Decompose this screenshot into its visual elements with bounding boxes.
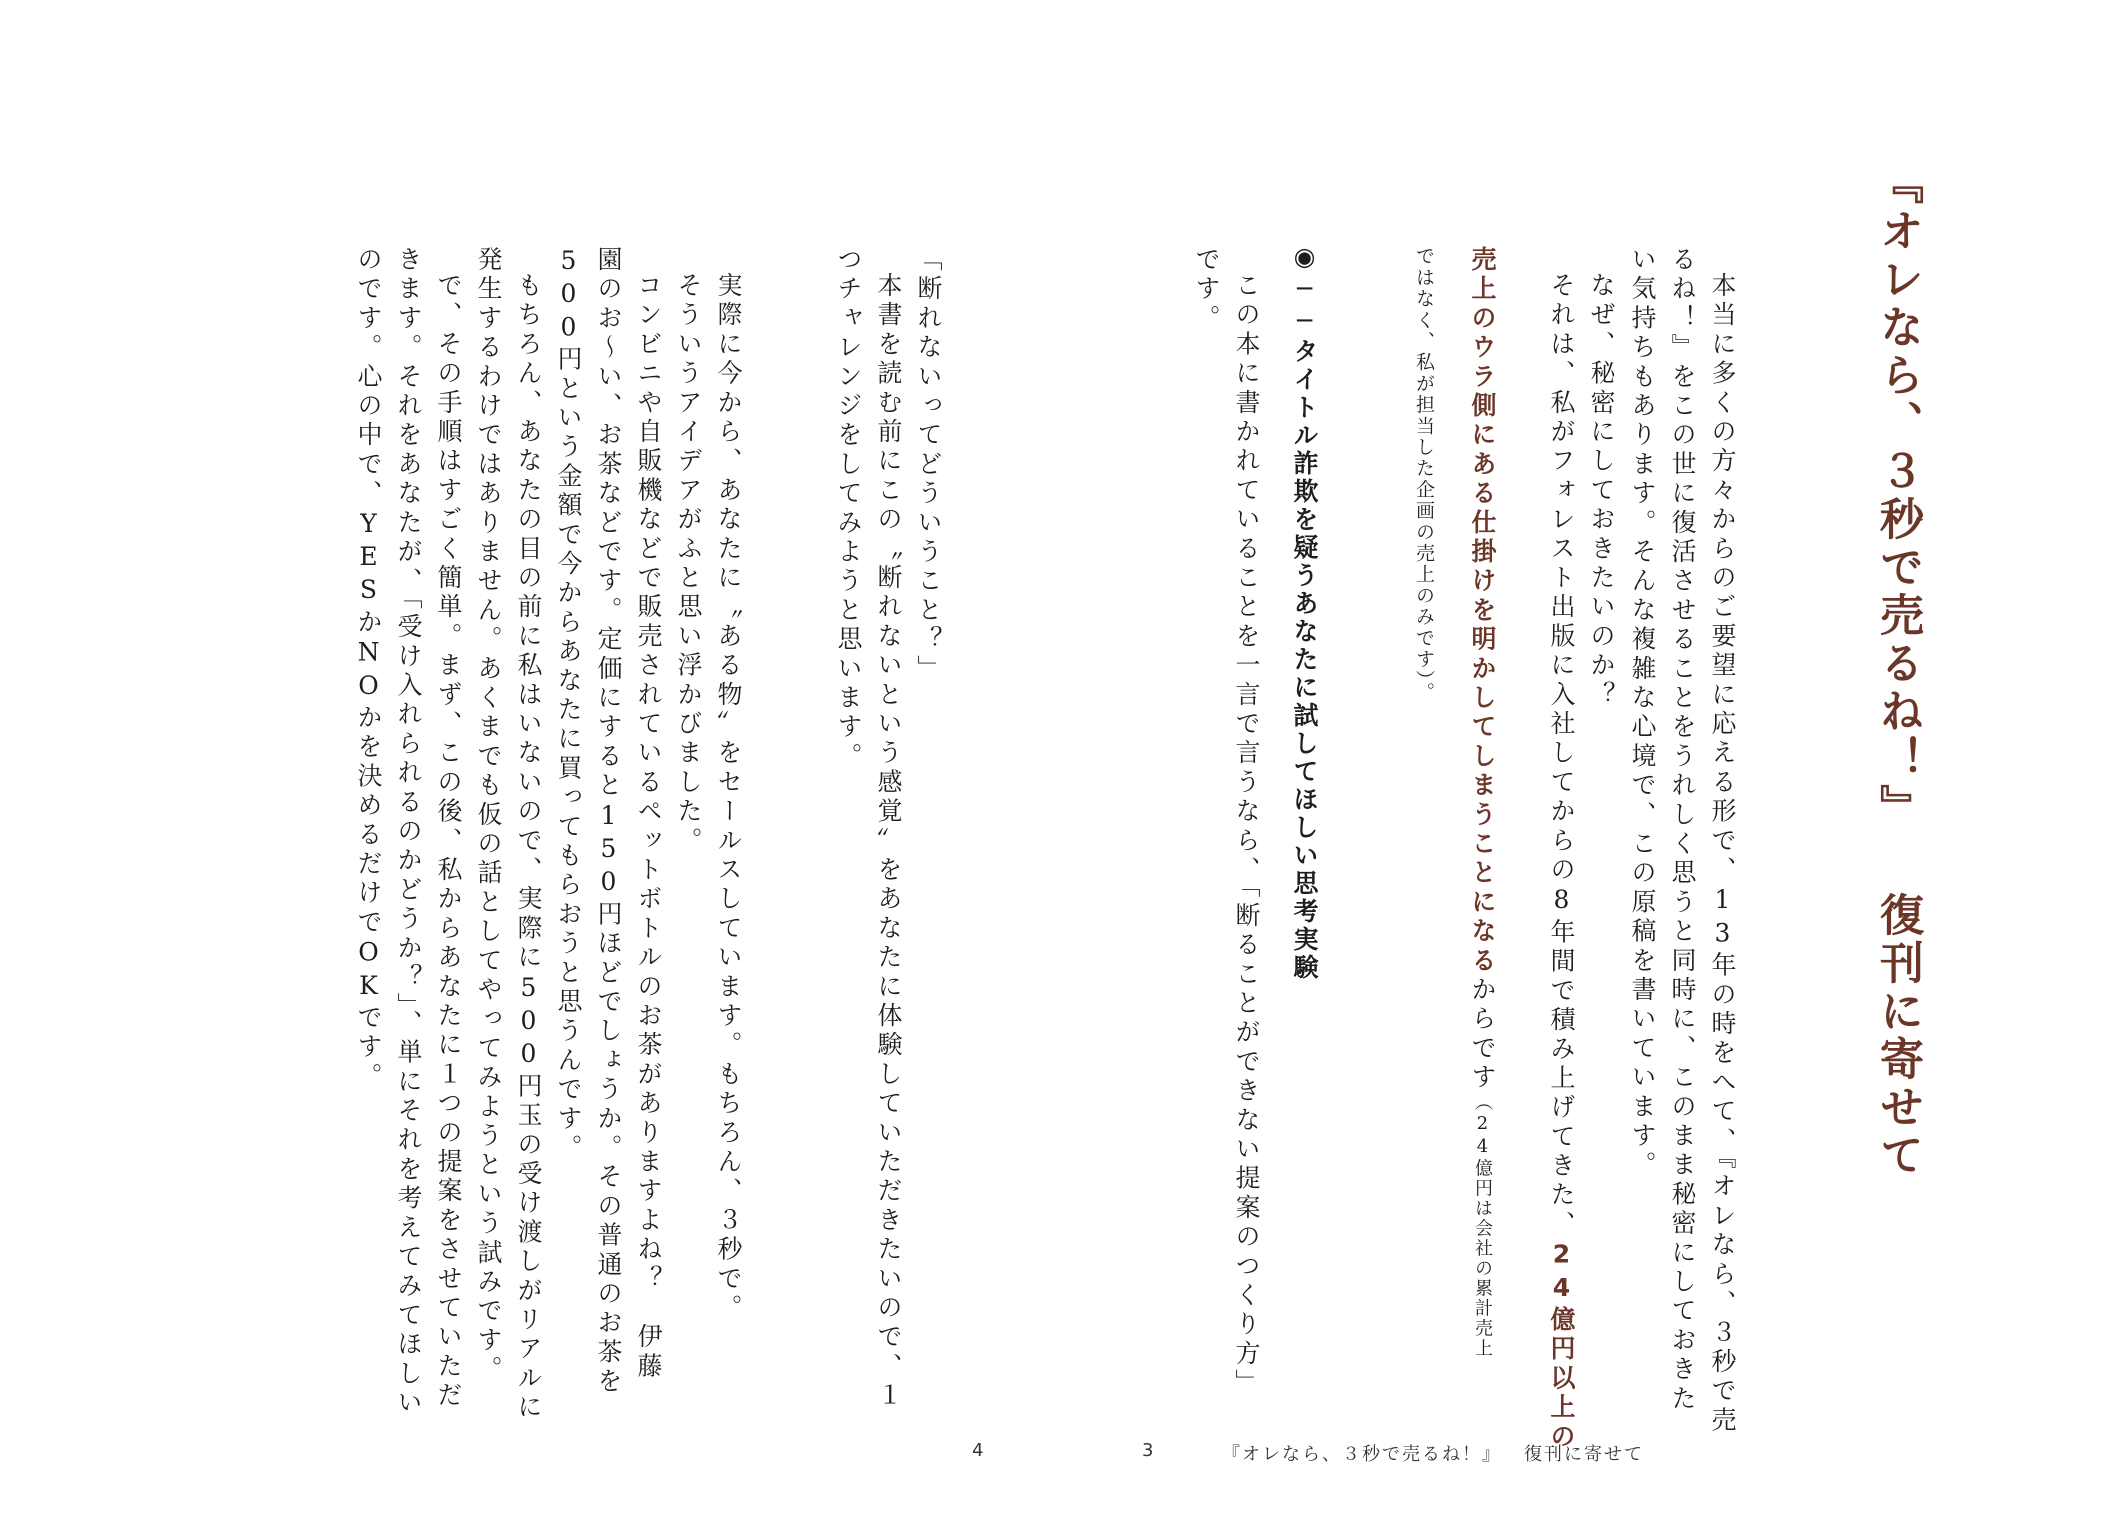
chapter-title (1865, 160, 1929, 1180)
body-column: なぜ、秘密にしておきたいのか？ (1587, 272, 1616, 710)
section-subheading (1286, 242, 1322, 982)
body-column: のです。心の中で、YESかNOかを決めるだけでOKです。 (354, 246, 383, 1092)
body-column: い気持ちもあります。そんな複雑な心境で、この原稿を書いています。 (1628, 246, 1657, 1181)
footnote-text: （24億円は会社の累計売上 (1472, 1092, 1493, 1359)
highlight-text: 24億円以上の (1547, 1239, 1576, 1453)
body-column (1541, 272, 1581, 1452)
body-column: コンビニや自販機などで販売されているペットボトルのお茶がありますよね？ 伊藤 (634, 272, 663, 1382)
highlight-text: 売上のウラ側にある仕掛けを明かしてしまうことになる (1468, 246, 1497, 976)
body-column: 500円という金額で今からあなたに買ってもらおうと思うんです。 (554, 246, 583, 1164)
body-column: で、その手順はすごく簡単。まず、この後、私からあなたに１つの提案をさせていただ (434, 272, 463, 1411)
running-title (1222, 1440, 1644, 1466)
body-column: そういうアイデアがふと思い浮かびました。 (674, 272, 703, 856)
bullet-icon: ◉ (1290, 242, 1319, 274)
body-text: それは、私がフォレスト出版に入社してからの8年間で積み上げてきた、 (1547, 272, 1576, 1240)
subheading-text: タイトル詐欺を疑うあなたに試してほしい思考実験 (1290, 338, 1319, 982)
body-column: です。 (1192, 246, 1221, 334)
dash-rule: ── (1290, 274, 1319, 338)
body-column: 本当に多くの方々からのご要望に応える形で、13年の時をへて、『オレなら、３秒で売 (1708, 272, 1737, 1436)
running-title-suffix: 復刊に寄せて (1524, 1444, 1644, 1465)
running-title-book-name: 『オレなら、３秒で売るね！』 (1222, 1444, 1502, 1465)
body-column: 本書を読む前にこの〝断れないという感覚〟をあなたに体験していただきたいので、１ (874, 272, 903, 1411)
body-column: 「断れないってどういうこと？」 (914, 246, 943, 684)
chapter-title-book-name: 『オレなら、３秒で売るね！』 (1872, 160, 1923, 832)
chapter-title-suffix: 復刊に寄せて (1872, 892, 1923, 1180)
body-column: るね！』をこの世に復活させることをうれしく思うと同時に、このまま秘密にしておきた (1668, 246, 1697, 1414)
page-number-right: 3 (1142, 1440, 1156, 1461)
page-number-left: 4 (972, 1440, 986, 1461)
body-column: もちろん、あなたの目の前に私はいないので、実際に500円玉の受け渡しがリアルに (514, 272, 543, 1423)
body-column: 園のお～い、お茶などです。定価にすると150円ほどでしょうか。その普通のお茶を (594, 246, 623, 1397)
body-column: 発生するわけではありません。あくまでも仮の話としてやってみようという試みです。 (474, 246, 503, 1385)
body-column: つチャレンジをしてみようと思います。 (834, 246, 863, 772)
body-column: きます。それをあなたが、「受け入れられるのかどうか？」、単にそれを考えてみてほしい (394, 246, 423, 1419)
body-column: この本に書かれていることを一言で言うなら、「断ることができない提案のつくり方」 (1232, 272, 1261, 1399)
body-column (1462, 246, 1502, 1359)
body-column: ではなく、私が担当した企画の売上のみです）。 (1413, 246, 1435, 703)
body-text: からです (1468, 976, 1497, 1093)
body-column: 実際に今から、あなたに〝ある物〟をセールスしています。もちろん、３秒で。 (714, 272, 743, 1324)
